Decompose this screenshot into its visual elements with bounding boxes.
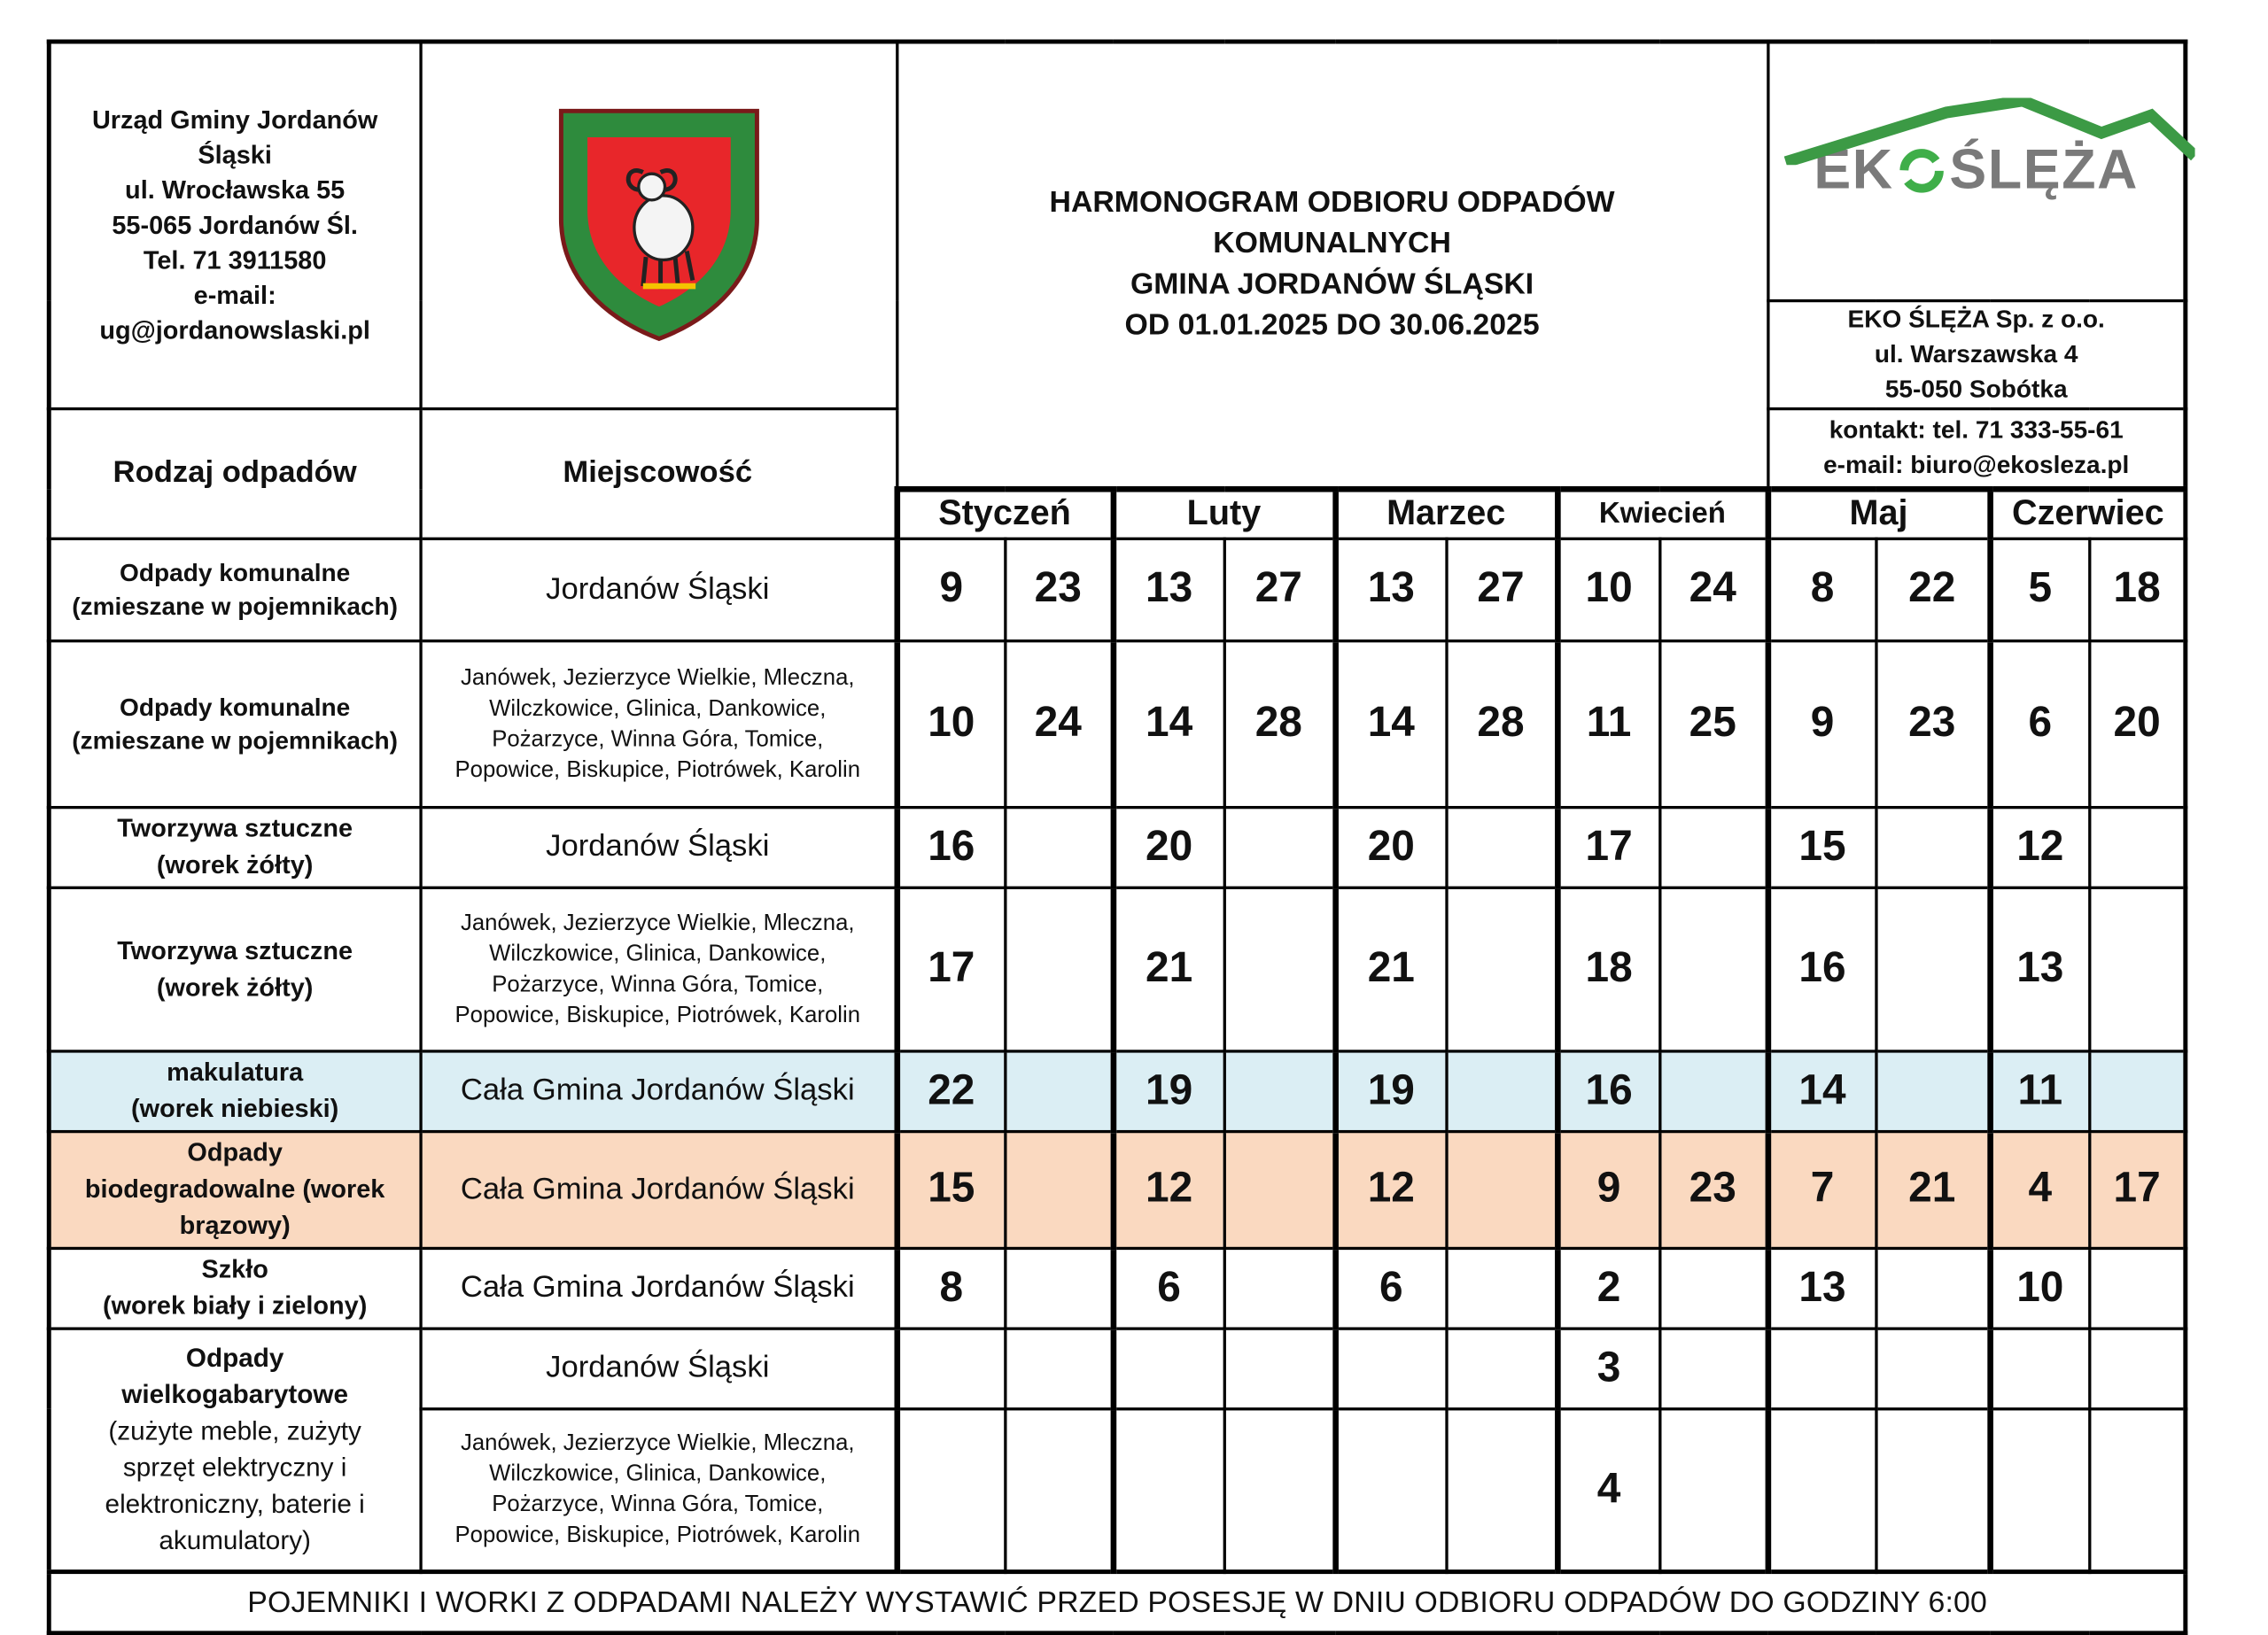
day-cell — [1659, 887, 1767, 1050]
day-cell — [1446, 887, 1557, 1050]
eko-company-info — [1767, 300, 2186, 408]
day-cell: 13 — [1990, 887, 2089, 1050]
day-cell — [1223, 1408, 1334, 1572]
waste-type-detail: biodegradowalne (worek — [84, 1174, 385, 1204]
eko-logo — [1769, 43, 2184, 298]
waste-type-cell — [49, 640, 420, 807]
day-cell: 12 — [1990, 807, 2089, 887]
waste-type-detail: (worek niebieski) — [131, 1093, 339, 1123]
eko-postcode: 55-050 Sobótka — [1884, 374, 2068, 403]
day-cell: 14 — [1113, 640, 1223, 807]
villages-line: Janówek, Jezierzyce Wielkie, Mleczna, — [460, 910, 855, 935]
footer-row — [49, 1572, 2186, 1633]
office-name-line2: Śląski — [198, 140, 272, 170]
day-cell: 18 — [2089, 538, 2186, 639]
day-cell — [1446, 1328, 1557, 1408]
eko-email: e-mail: biuro@ekosleza.pl — [1823, 450, 2130, 478]
header-top-row — [49, 42, 2186, 300]
day-cell: 12 — [1113, 1131, 1223, 1248]
villages-line: Janówek, Jezierzyce Wielkie, Mleczna, — [460, 1430, 855, 1456]
day-cell — [2089, 887, 2186, 1050]
day-cell: 5 — [1990, 538, 2089, 639]
schedule-row — [49, 640, 2186, 807]
day-cell — [1876, 807, 1990, 887]
day-cell — [1990, 1408, 2089, 1572]
day-cell — [1446, 1050, 1557, 1131]
house-roof-icon — [1767, 98, 2186, 166]
villages-line: Popowice, Biskupice, Piotrówek, Karolin — [454, 756, 861, 782]
coat-of-arms-icon — [555, 105, 762, 345]
schedule-row-bulky — [49, 1328, 2186, 1408]
location-cell: Cała Gmina Jordanów Śląski — [420, 1248, 897, 1329]
schedule-row-paper — [49, 1050, 2186, 1131]
day-cell: 20 — [2089, 640, 2186, 807]
location-cell: Jordanów Śląski — [420, 538, 897, 639]
title-line2: KOMUNALNYCH — [1213, 226, 1451, 260]
day-cell — [1446, 807, 1557, 887]
day-cell: 12 — [1335, 1131, 1446, 1248]
office-postcode: 55-065 Jordanów Śl. — [112, 210, 358, 240]
waste-type-detail: (worek biały i zielony) — [102, 1290, 368, 1321]
waste-type-cell — [49, 538, 420, 639]
day-cell: 17 — [2089, 1131, 2186, 1248]
day-cell — [1223, 1328, 1334, 1408]
eko-contact-info — [1767, 408, 2186, 489]
month-may: Maj — [1767, 488, 1990, 538]
day-cell: 16 — [1767, 887, 1876, 1050]
villages-line: Pożarzyce, Winna Góra, Tomice, — [492, 972, 824, 997]
waste-type-detail: (zmieszane w pojemnikach) — [72, 592, 399, 620]
villages-line: Pożarzyce, Winna Góra, Tomice, — [492, 726, 824, 752]
day-cell — [1223, 1248, 1334, 1329]
waste-type-detail: akumulatory) — [159, 1525, 311, 1555]
waste-type-detail: (zużyte meble, zużyty — [108, 1415, 361, 1445]
office-name-line1: Urząd Gminy Jordanów — [91, 105, 378, 136]
eko-logo-text-left: EK — [1814, 139, 1894, 202]
day-cell: 8 — [1767, 538, 1876, 639]
location-cell: Cała Gmina Jordanów Śląski — [420, 1131, 897, 1248]
schedule-row — [49, 887, 2186, 1050]
waste-type-detail: sprzęt elektryczny i — [122, 1452, 347, 1482]
waste-type-cell — [49, 887, 420, 1050]
day-cell: 19 — [1335, 1050, 1446, 1131]
day-cell: 21 — [1113, 887, 1223, 1050]
day-cell: 10 — [1557, 538, 1659, 639]
month-january: Styczeń — [897, 488, 1113, 538]
day-cell: 23 — [1659, 1131, 1767, 1248]
header-location: Miejscowość — [420, 408, 897, 539]
waste-type-cell — [49, 807, 420, 887]
day-cell — [1659, 1248, 1767, 1329]
day-cell: 13 — [1767, 1248, 1876, 1329]
schedule-row — [49, 538, 2186, 639]
waste-type-cell — [49, 1131, 420, 1248]
day-cell: 21 — [1335, 887, 1446, 1050]
day-cell: 7 — [1767, 1131, 1876, 1248]
waste-type-detail: elektroniczny, baterie i — [105, 1489, 365, 1519]
month-february: Luty — [1113, 488, 1335, 538]
day-cell: 17 — [897, 887, 1005, 1050]
day-cell — [1876, 887, 1990, 1050]
day-cell: 6 — [1335, 1248, 1446, 1329]
villages-line: Janówek, Jezierzyce Wielkie, Mleczna, — [460, 664, 855, 690]
day-cell — [1446, 1408, 1557, 1572]
day-cell: 11 — [1557, 640, 1659, 807]
waste-type-name: Odpady — [185, 1343, 284, 1373]
waste-type-name: Tworzywa sztuczne — [117, 813, 353, 843]
day-cell — [1767, 1328, 1876, 1408]
day-cell: 27 — [1446, 538, 1557, 639]
villages-line: Popowice, Biskupice, Piotrówek, Karolin — [454, 1523, 861, 1548]
title-line1: HARMONOGRAM ODBIORU ODPADÓW — [1049, 185, 1615, 220]
day-cell — [1113, 1328, 1223, 1408]
day-cell — [897, 1408, 1005, 1572]
schedule-sheet — [47, 40, 2184, 1619]
eko-company-name: EKO ŚLĘŻA Sp. z o.o. — [1847, 304, 2105, 333]
day-cell: 23 — [1876, 640, 1990, 807]
day-cell: 17 — [1557, 807, 1659, 887]
day-cell: 15 — [897, 1131, 1005, 1248]
day-cell: 11 — [1990, 1050, 2089, 1131]
day-cell — [1446, 1131, 1557, 1248]
day-cell — [1659, 1408, 1767, 1572]
day-cell: 9 — [1767, 640, 1876, 807]
day-cell — [1113, 1408, 1223, 1572]
villages-line: Wilczkowice, Glinica, Dankowice, — [489, 695, 827, 721]
waste-type-detail: (worek żółty) — [156, 972, 314, 1002]
day-cell: 20 — [1335, 807, 1446, 887]
day-cell — [897, 1328, 1005, 1408]
waste-type-name: wielkogabarytowe — [121, 1379, 349, 1409]
header-waste-type: Rodzaj odpadów — [49, 408, 420, 539]
day-cell: 9 — [897, 538, 1005, 639]
day-cell — [1005, 1050, 1113, 1131]
office-street: ul. Wrocławska 55 — [125, 175, 346, 205]
day-cell: 13 — [1113, 538, 1223, 639]
eko-street: ul. Warszawska 4 — [1874, 339, 2078, 368]
waste-type-name: Odpady — [187, 1137, 283, 1167]
waste-type-cell-bulky — [49, 1328, 420, 1571]
eko-logo-text-right: ŚLĘŻA — [1949, 139, 2140, 202]
day-cell: 4 — [1990, 1131, 2089, 1248]
day-cell — [1876, 1328, 1990, 1408]
day-cell — [1335, 1328, 1446, 1408]
day-cell — [1876, 1248, 1990, 1329]
waste-type-detail: (worek żółty) — [156, 849, 314, 879]
schedule-row — [49, 807, 2186, 887]
day-cell: 6 — [1113, 1248, 1223, 1329]
day-cell — [1876, 1050, 1990, 1131]
day-cell — [1446, 1248, 1557, 1329]
office-phone: Tel. 71 3911580 — [143, 245, 327, 275]
location-cell: Cała Gmina Jordanów Śląski — [420, 1050, 897, 1131]
schedule-row-bio — [49, 1131, 2186, 1248]
day-cell: 15 — [1767, 807, 1876, 887]
day-cell — [1876, 1408, 1990, 1572]
day-cell: 6 — [1990, 640, 2089, 807]
day-cell — [1223, 1131, 1334, 1248]
villages-line: Pożarzyce, Winna Góra, Tomice, — [492, 1492, 824, 1518]
day-cell: 16 — [897, 807, 1005, 887]
day-cell: 3 — [1557, 1328, 1659, 1408]
day-cell — [2089, 1328, 2186, 1408]
day-cell — [1223, 887, 1334, 1050]
title-date-range: OD 01.01.2025 DO 30.06.2025 — [1124, 308, 1540, 343]
day-cell — [1005, 1248, 1113, 1329]
day-cell: 10 — [897, 640, 1005, 807]
day-cell: 24 — [1005, 640, 1113, 807]
office-email: ug@jordanowslaski.pl — [99, 315, 370, 345]
waste-type-detail: (zmieszane w pojemnikach) — [72, 726, 399, 755]
day-cell — [1335, 1408, 1446, 1572]
waste-type-name: Odpady komunalne — [120, 558, 351, 586]
day-cell: 19 — [1113, 1050, 1223, 1131]
waste-type-cell — [49, 1050, 420, 1131]
month-june: Czerwiec — [1990, 488, 2186, 538]
footer-note: POJEMNIKI I WORKI Z ODPADAMI NALEŻY WYSTAWIĆ PRZED POSESJĘ W DNIU ODBIORU ODPADÓW DO GODZINY 6:00 — [49, 1572, 2186, 1633]
eko-logo-cell — [1767, 42, 2186, 300]
day-cell: 9 — [1557, 1131, 1659, 1248]
schedule-row — [49, 1248, 2186, 1329]
day-cell — [1659, 807, 1767, 887]
location-villages-cell — [420, 640, 897, 807]
waste-type-detail: brązowy) — [179, 1210, 291, 1240]
location-cell: Jordanów Śląski — [420, 1328, 897, 1408]
day-cell: 14 — [1767, 1050, 1876, 1131]
day-cell: 28 — [1223, 640, 1334, 807]
day-cell: 16 — [1557, 1050, 1659, 1131]
day-cell — [2089, 1248, 2186, 1329]
day-cell — [1005, 887, 1113, 1050]
office-email-label: e-mail: — [193, 280, 276, 310]
day-cell: 13 — [1335, 538, 1446, 639]
villages-line: Popowice, Biskupice, Piotrówek, Karolin — [454, 1002, 861, 1027]
day-cell: 18 — [1557, 887, 1659, 1050]
day-cell: 4 — [1557, 1408, 1659, 1572]
day-cell — [1659, 1328, 1767, 1408]
day-cell: 22 — [897, 1050, 1005, 1131]
villages-line: Wilczkowice, Glinica, Dankowice, — [489, 941, 827, 966]
day-cell — [1005, 807, 1113, 887]
month-april: Kwiecień — [1557, 488, 1768, 538]
day-cell: 8 — [897, 1248, 1005, 1329]
day-cell — [2089, 807, 2186, 887]
day-cell — [1223, 807, 1334, 887]
day-cell: 2 — [1557, 1248, 1659, 1329]
day-cell — [1005, 1131, 1113, 1248]
waste-type-name: Szkło — [201, 1254, 268, 1284]
day-cell: 10 — [1990, 1248, 2089, 1329]
day-cell: 25 — [1659, 640, 1767, 807]
location-villages-cell — [420, 1408, 897, 1572]
schedule-title — [897, 42, 1767, 488]
day-cell — [1659, 1050, 1767, 1131]
day-cell: 21 — [1876, 1131, 1990, 1248]
eko-phone: kontakt: tel. 71 333-55-61 — [1829, 415, 2124, 444]
coat-of-arms-cell — [420, 42, 897, 408]
day-cell — [1223, 1050, 1334, 1131]
location-villages-cell — [420, 887, 897, 1050]
day-cell — [1990, 1328, 2089, 1408]
location-cell: Jordanów Śląski — [420, 807, 897, 887]
day-cell: 24 — [1659, 538, 1767, 639]
day-cell — [2089, 1408, 2186, 1572]
office-address — [49, 42, 420, 408]
day-cell — [1005, 1408, 1113, 1572]
day-cell: 23 — [1005, 538, 1113, 639]
day-cell: 22 — [1876, 538, 1990, 639]
day-cell: 14 — [1335, 640, 1446, 807]
day-cell: 20 — [1113, 807, 1223, 887]
day-cell: 27 — [1223, 538, 1334, 639]
day-cell — [1005, 1328, 1113, 1408]
waste-type-cell — [49, 1248, 420, 1329]
day-cell — [2089, 1050, 2186, 1131]
title-line3: GMINA JORDANÓW ŚLĄSKI — [1130, 267, 1534, 302]
day-cell — [1767, 1408, 1876, 1572]
waste-type-name: Odpady komunalne — [120, 693, 351, 721]
month-march: Marzec — [1335, 488, 1557, 538]
waste-type-name: makulatura — [167, 1057, 304, 1087]
day-cell: 28 — [1446, 640, 1557, 807]
waste-type-name: Tworzywa sztuczne — [117, 934, 353, 965]
schedule-table — [47, 40, 2188, 1635]
villages-line: Wilczkowice, Glinica, Dankowice, — [489, 1461, 827, 1487]
